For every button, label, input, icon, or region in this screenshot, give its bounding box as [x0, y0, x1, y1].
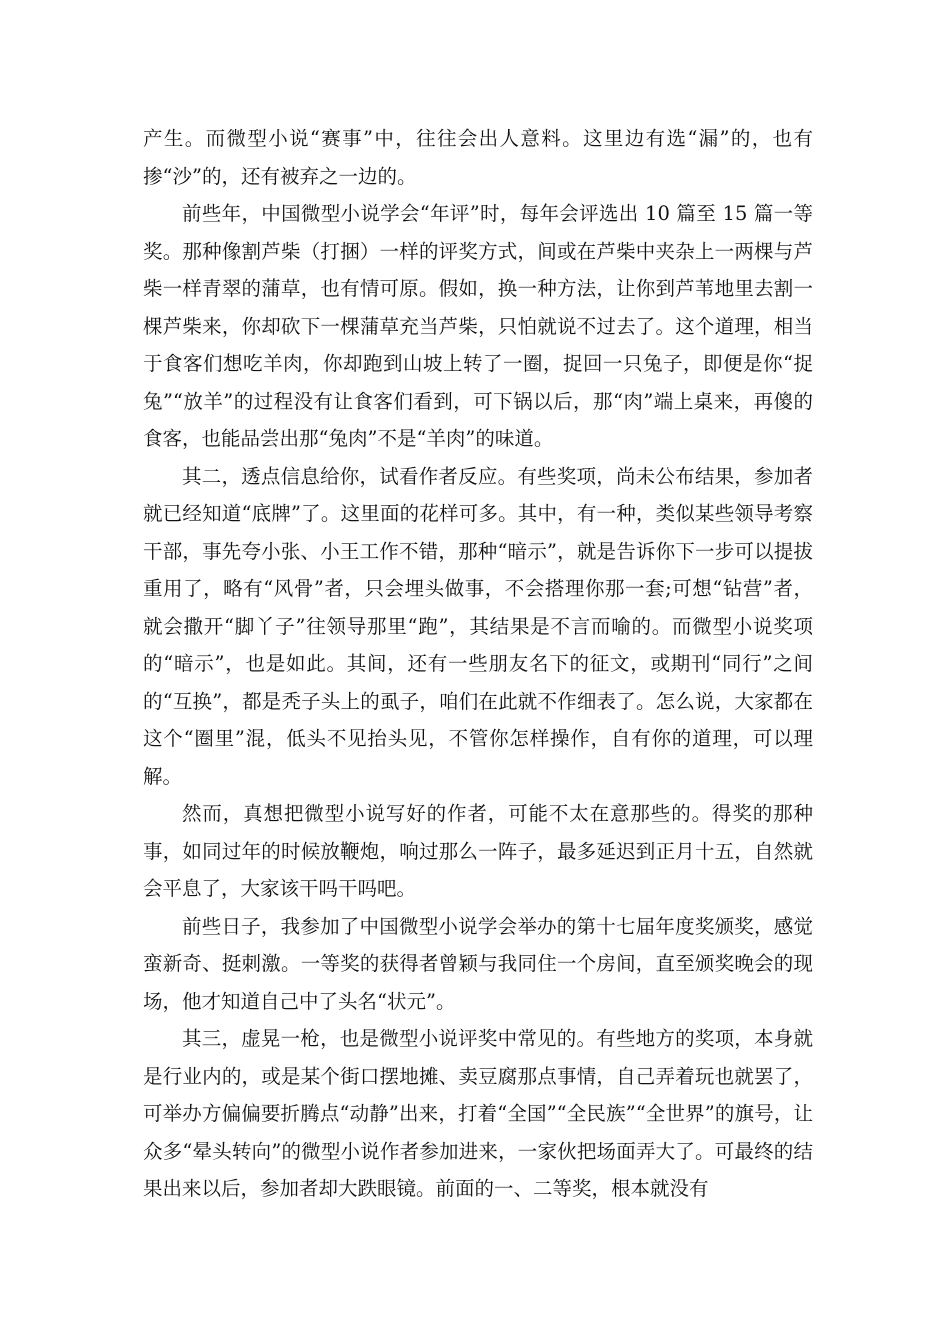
- paragraph-continuation: 产生。而微型小说“赛事”中，往往会出人意料。这里边有选“漏”的，也有掺“沙”的，还有被弃之一边的。: [143, 127, 813, 188]
- paragraph-annual-review: 前些年，中国微型小说学会“年评”时，每年会评选出 10 篇至 15 篇一等奖。那种像割芦柴（打捆）一样的评奖方式，间或在芦柴中夹杂上一两棵与芦柴一样青翠的蒲草，也有情可原。假如，换一种方法，让你到芦苇地里去割一棵芦柴来，你却砍下一棵蒲草充当芦柴，只怕就说不过去了。这个道理，相当于食客们想吃羊肉，你却跑到山坡上转了一圈，捉回一只兔子，即便是你“捉兔”“放羊”的过程没有让食客们看到，可下锅以后，那“肉”端上桌来，再傻的食客，也能品尝出那“兔肉”不是“羊肉”的味道。: [143, 202, 813, 450]
- paragraph-feint: 其三，虚晃一枪，也是微型小说评奖中常见的。有些地方的奖项，本身就是行业内的，或是某个街口摆地摊、卖豆腐那点事情，自己弄着玩也就罢了，可举办方偏偏要折腾点“动静”出来，打着“全国”“全民族”“全世界”的旗号，让众多“晕头转向”的微型小说作者参加进来，一家伙把场面弄大了。可最终的结果出来以后，参加者却大跌眼镜。前面的一、二等奖，根本就没有: [143, 1027, 813, 1200]
- paragraph-hint-information: 其二，透点信息给你，试看作者反应。有些奖项，尚未公布结果，参加者就已经知道“底牌”了。这里面的花样可多。其中，有一种，类似某些领导考察干部，事先夸小张、小王工作不错，那种“暗示”，就是告诉你下一步可以提拔重用了，略有“风骨”者，只会埋头做事，不会搭理你那一套;可想“钻营”者，就会撒开“脚丫子”往领导那里“跑”，其结果是不言而喻的。而微型小说奖项的“暗示”，也是如此。其间，还有一些朋友名下的征文，或期刊“同行”之间的“互换”，都是秃子头上的虱子，咱们在此就不作细表了。怎么说，大家都在这个“圈里”混，低头不见抬头见，不管你怎样操作，自有你的道理，可以理解。: [143, 464, 813, 788]
- document-body: [143, 120, 813, 1208]
- paragraph-writers-attitude: 然而，真想把微型小说写好的作者，可能不太在意那些的。得奖的那种事，如同过年的时候放鞭炮，响过那么一阵子，最多延迟到正月十五，自然就会平息了，大家该干吗干吗吧。: [143, 802, 813, 900]
- paragraph-award-ceremony: 前些日子，我参加了中国微型小说学会举办的第十七届年度奖颁奖，感觉蛮新奇、挺刺激。一等奖的获得者曾颖与我同住一个房间，直至颁奖晚会的现场，他才知道自己中了头名“状元”。: [143, 914, 813, 1013]
